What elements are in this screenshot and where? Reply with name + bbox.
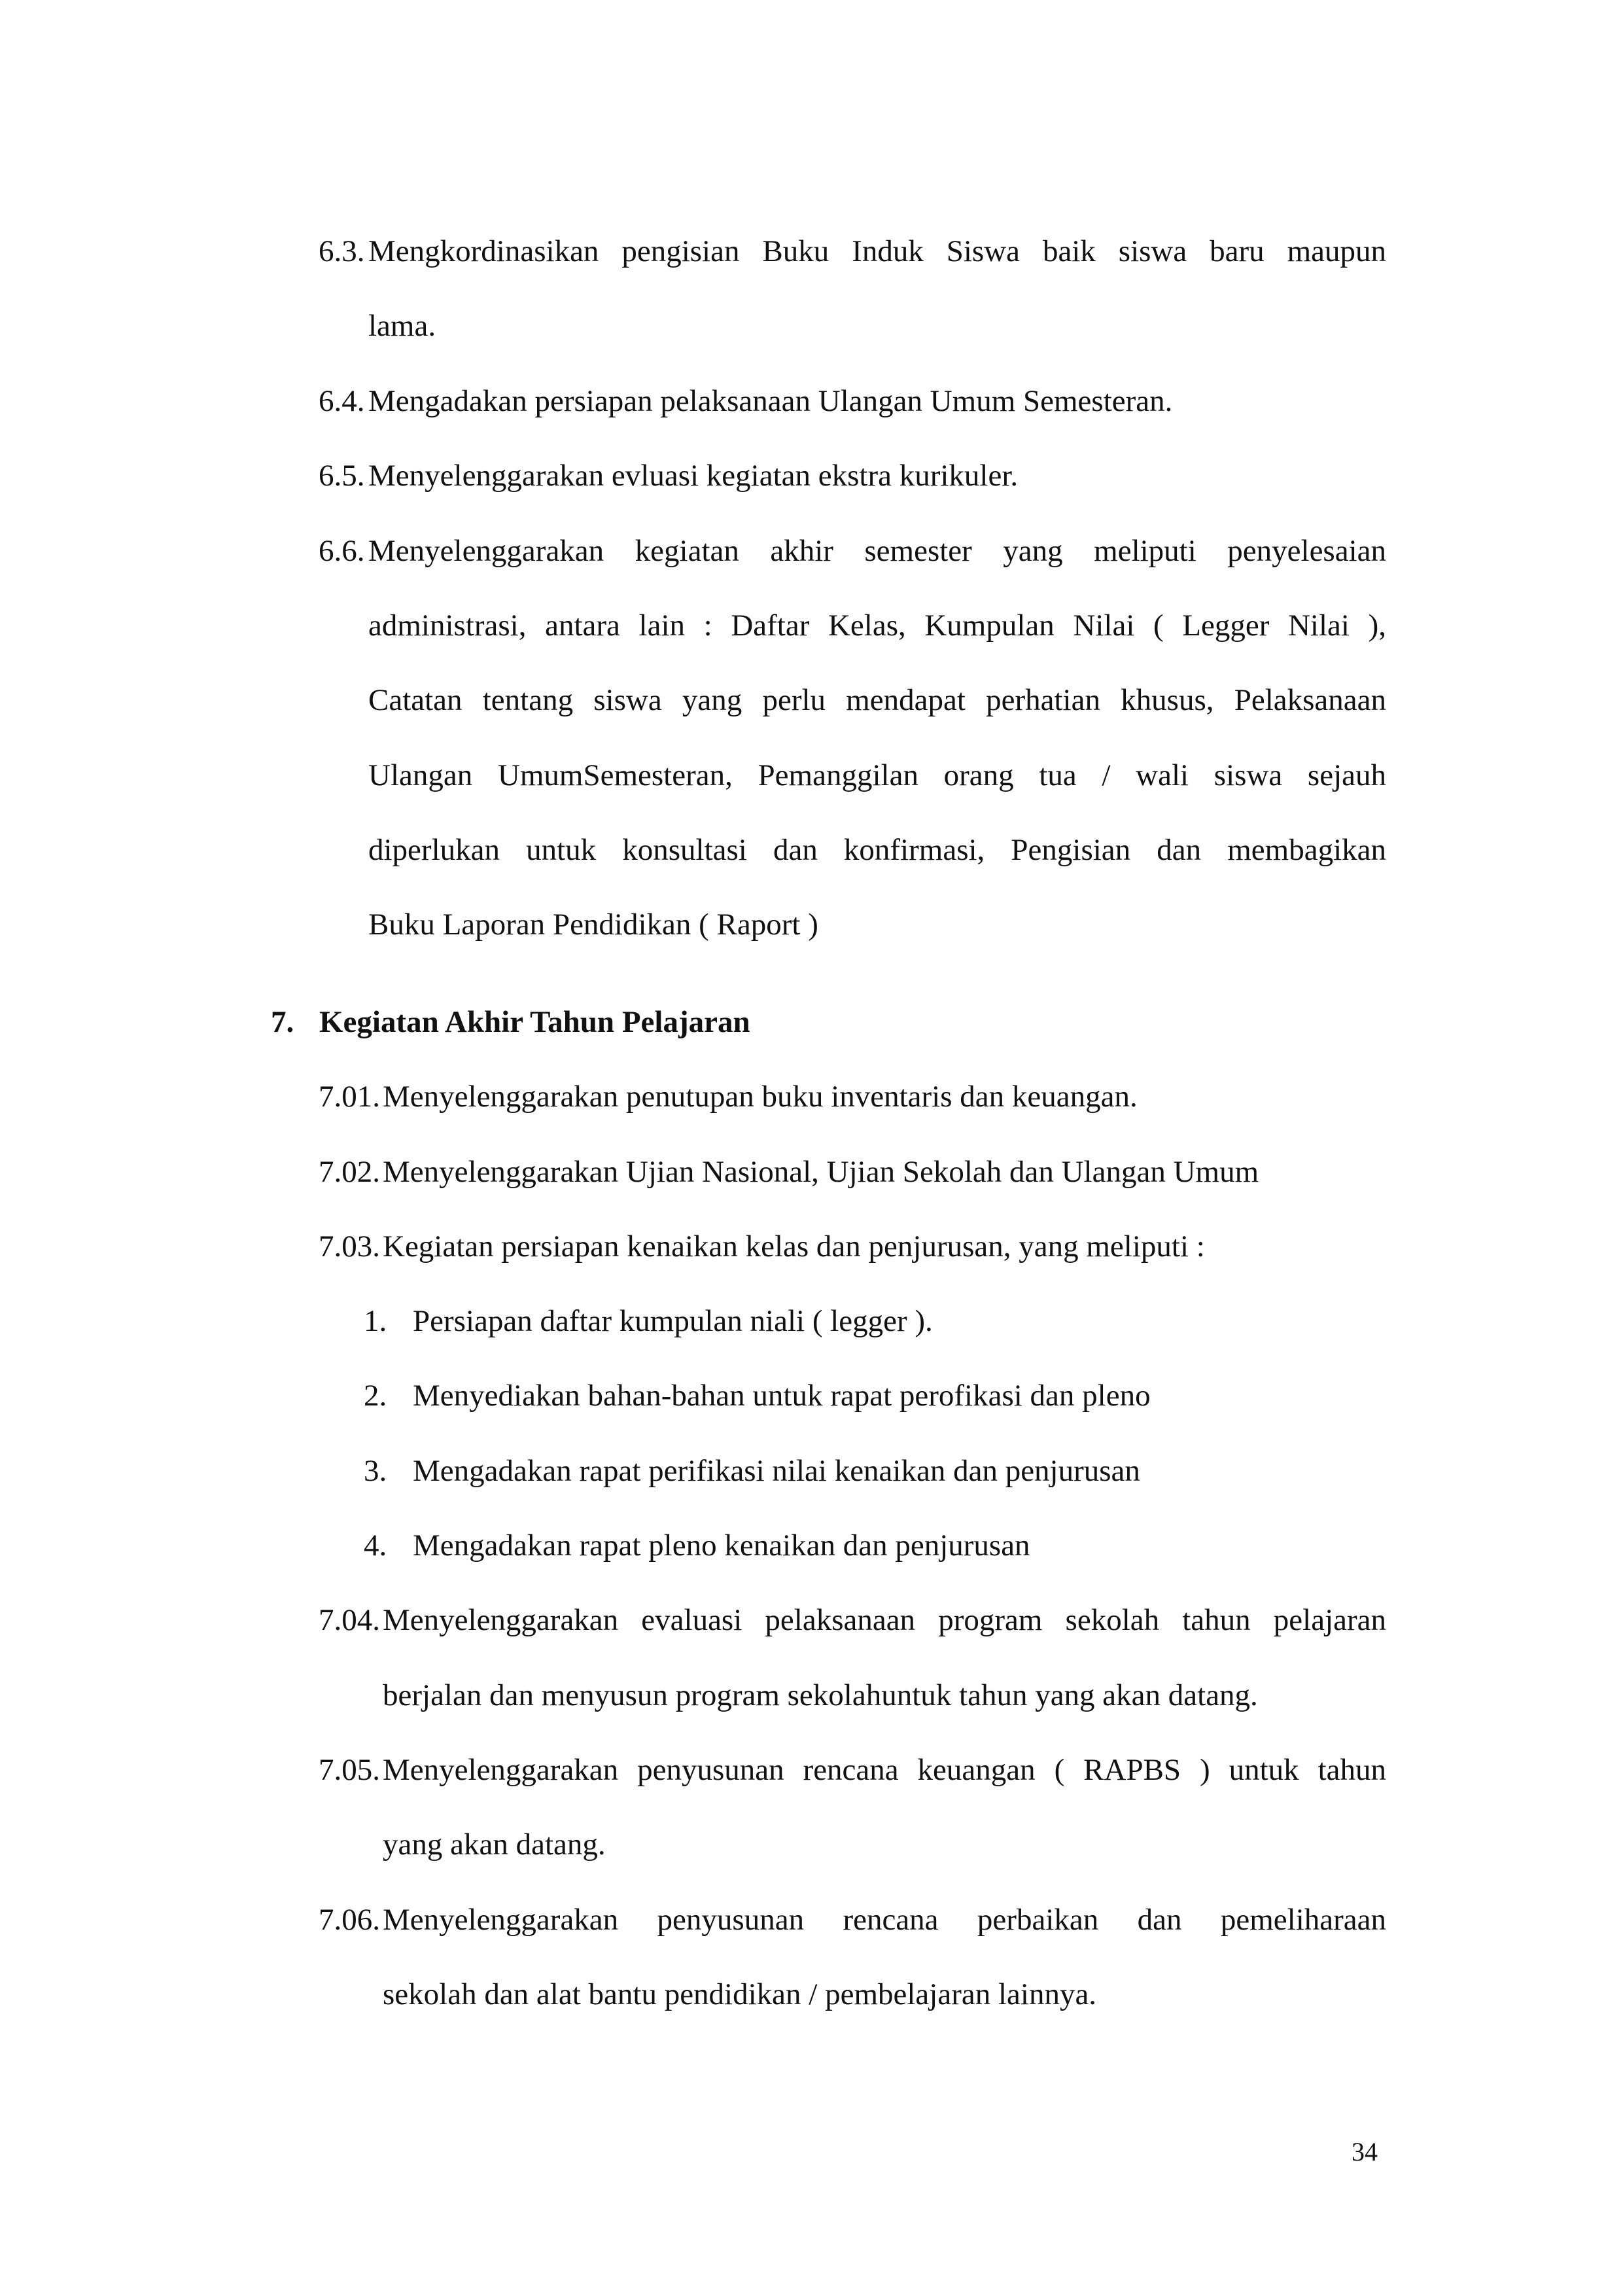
item-6-5-text: Menyelenggarakan evluasi kegiatan ekstra kurikuler. (368, 459, 1019, 493)
item-7-03-text: Kegiatan persiapan kenaikan kelas dan penjurusan, yang meliputi : (383, 1229, 1205, 1263)
subitem-1-text: Persiapan daftar kumpulan niali ( legger ). (413, 1304, 933, 1338)
item-7-04-label: 7.04. (319, 1603, 380, 1637)
item-7-04-line-2: berjalan dan menyusun program sekolahuntuk tahun yang akan datang. (383, 1678, 1258, 1712)
item-7-05-line-2: yang akan datang. (383, 1828, 606, 1862)
item-6-5-label: 6.5. (319, 459, 365, 493)
item-7-06-label: 7.06. (319, 1903, 380, 1937)
subitem-3-text: Mengadakan rapat perifikasi nilai kenaikan dan penjurusan (413, 1454, 1140, 1488)
item-6-3-line-1: Mengkordinasikan pengisian Buku Induk Siswa baik siswa baru maupun (368, 234, 1386, 268)
item-6-3-line-2: lama. (368, 309, 436, 343)
item-7-05-label: 7.05. (319, 1753, 380, 1787)
item-7-06-line-1: Menyelenggarakan penyusunan rencana perbaikan dan pemeliharaan (383, 1903, 1386, 1937)
subitem-2-number: 2. (364, 1379, 387, 1413)
section-7-number: 7. (271, 1005, 294, 1039)
subitem-4-number: 4. (364, 1528, 387, 1563)
item-6-6-line-6: Buku Laporan Pendidikan ( Raport ) (368, 908, 818, 942)
subitem-1-number: 1. (364, 1304, 387, 1338)
item-6-3-label: 6.3. (319, 234, 365, 268)
item-7-06-line-2: sekolah dan alat bantu pendidikan / pembelajaran lainnya. (383, 1977, 1097, 2011)
item-6-4-text: Mengadakan persiapan pelaksanaan Ulangan Umum Semesteran. (368, 384, 1173, 418)
item-7-03-label: 7.03. (319, 1229, 380, 1263)
item-6-6-line-5: diperlukan untuk konsultasi dan konfirmasi, Pengisian dan membagikan (368, 833, 1386, 867)
item-7-01-label: 7.01. (319, 1080, 380, 1114)
item-7-05-line-1: Menyelenggarakan penyusunan rencana keuangan ( RAPBS ) untuk tahun (383, 1753, 1386, 1787)
item-6-6-line-3: Catatan tentang siswa yang perlu mendapat perhatian khusus, Pelaksanaan (368, 683, 1386, 717)
section-7-title: Kegiatan Akhir Tahun Pelajaran (319, 1005, 750, 1039)
item-6-6-label: 6.6. (319, 534, 365, 568)
page-number: 34 (1352, 2137, 1378, 2166)
item-6-6-line-2: administrasi, antara lain : Daftar Kelas, Kumpulan Nilai ( Legger Nilai ), (368, 609, 1386, 643)
item-6-6-line-4: Ulangan UmumSemesteran, Pemanggilan orang tua / wali siswa sejauh (368, 758, 1386, 792)
item-6-4-label: 6.4. (319, 384, 365, 418)
subitem-2-text: Menyediakan bahan-bahan untuk rapat perofikasi dan pleno (413, 1379, 1151, 1413)
subitem-4-text: Mengadakan rapat pleno kenaikan dan penjurusan (413, 1528, 1030, 1563)
item-7-02-text: Menyelenggarakan Ujian Nasional, Ujian Sekolah dan Ulangan Umum (383, 1155, 1259, 1189)
item-7-04-line-1: Menyelenggarakan evaluasi pelaksanaan program sekolah tahun pelajaran (383, 1603, 1386, 1637)
item-7-02-label: 7.02. (319, 1155, 380, 1189)
item-7-01-text: Menyelenggarakan penutupan buku inventaris dan keuangan. (383, 1080, 1138, 1114)
subitem-3-number: 3. (364, 1454, 387, 1488)
item-6-6-line-1: Menyelenggarakan kegiatan akhir semester yang meliputi penyelesaian (368, 534, 1386, 568)
